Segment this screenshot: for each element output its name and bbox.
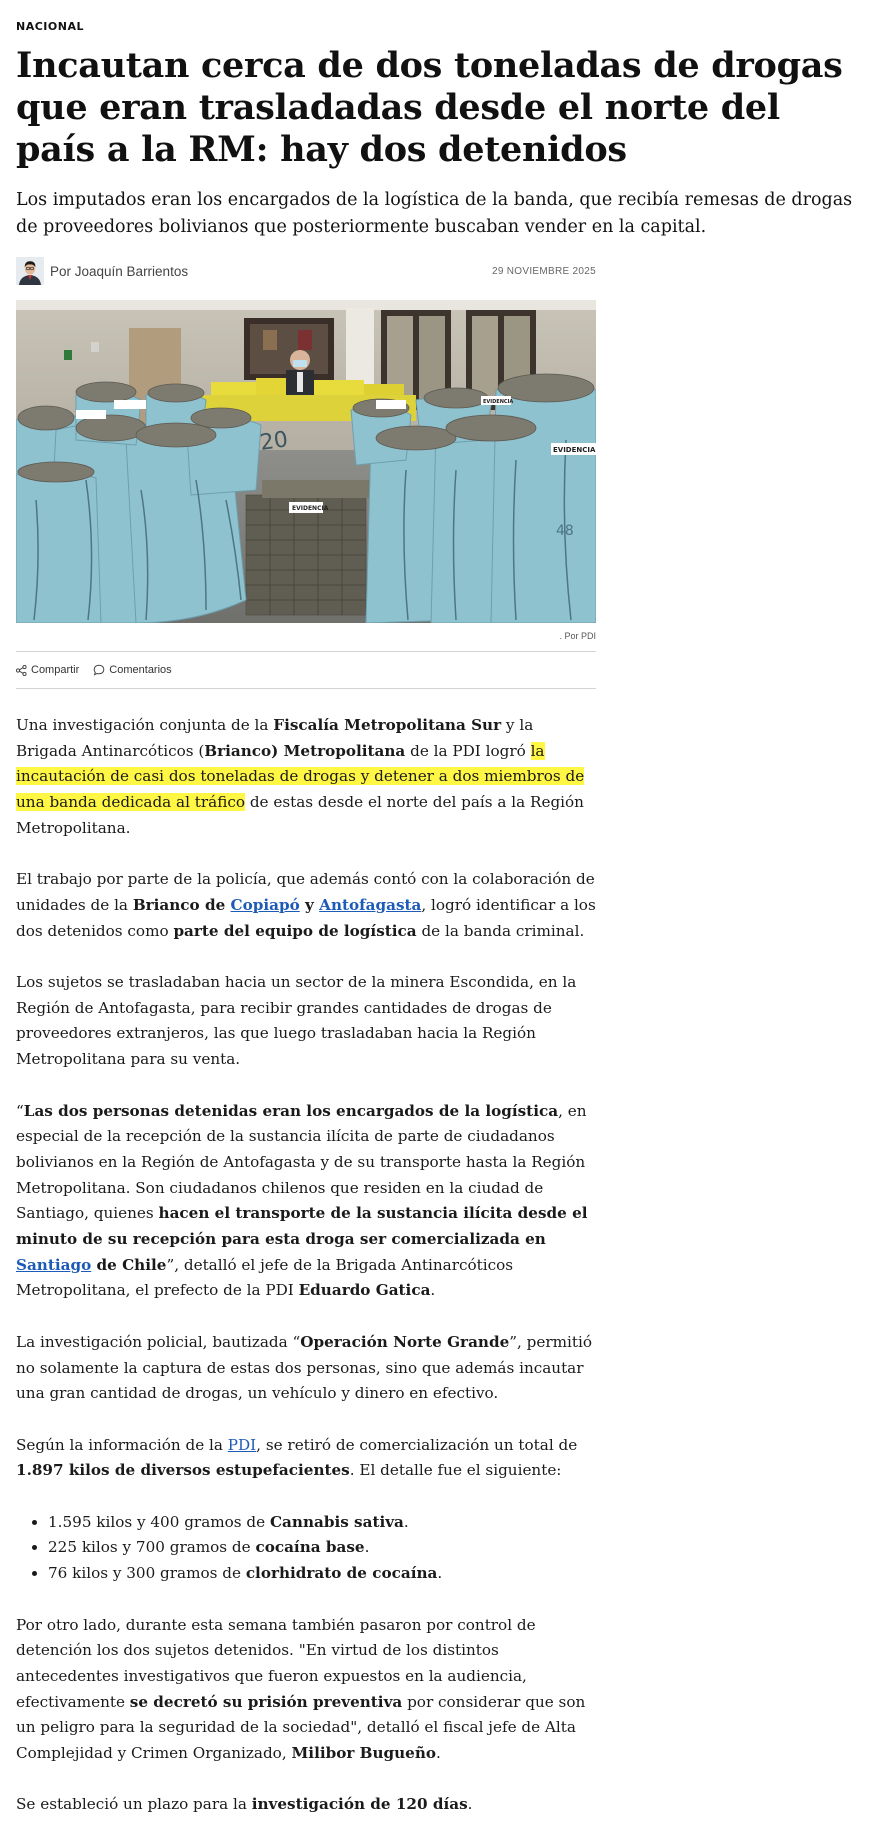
text: La investigación policial, bautizada “ [16,1332,301,1351]
text: , se retiró de comercialización un total de [256,1435,578,1454]
text: de la PDI logró [405,741,531,760]
share-bar [16,651,596,689]
svg-text:20: 20 [258,427,290,456]
bold-text: Brianco) Metropolitana [204,741,406,760]
dek: Los imputados eran los encargados de la logística de la banda, que recibía remesas de drogas de proveedores bolivianos que posteriormente buscaban vender en la capital. [16,190,853,237]
text: . [436,1744,441,1763]
byline [16,257,596,285]
svg-text:48: 48 [556,523,574,539]
text: Por otro lado, durante esta semana también pasaron por control de detención los dos sujetos detenidos. "En virtud de los distintos antecedentes investigativos que fueron expuestos en la audiencia, efectivamente [16,1615,536,1711]
list-item [48,1510,596,1536]
text: “ [16,1101,24,1120]
publish-date: 29 NOVIEMBRE 2025 [491,265,596,277]
text: Se estableció un plazo para la [16,1795,252,1814]
share-label: Compartir [31,664,80,676]
bold-text: 1.897 kilos de diversos estupefacientes [16,1461,350,1480]
paragraph [16,867,596,944]
list-item [48,1535,596,1561]
photo-credit: . Por PDI [559,631,596,641]
evidence-label: EVIDENCIA [292,505,329,512]
text: 225 kilos y 700 gramos de [48,1538,256,1557]
text: . [467,1795,473,1814]
bold-text: de Chile [91,1255,167,1274]
headline: Incautan cerca de dos toneladas de drogas que eran trasladadas desde el norte del país a la RM: hay dos detenidos [16,45,843,170]
paragraph [16,1330,596,1407]
link-pdi[interactable]: PDI [227,1435,257,1454]
comments-button[interactable] [93,664,171,676]
section-label[interactable]: NACIONAL [16,20,84,33]
article-photo[interactable] [16,300,596,623]
bold-text: Operación Norte Grande [300,1332,510,1351]
paragraph [16,1433,596,1484]
text: . [437,1564,443,1583]
text: , logró identificar a los dos detenidos como [16,895,596,940]
paragraph [16,1099,596,1305]
text: . [364,1538,370,1557]
text: . El detalle fue el siguiente: [349,1461,562,1480]
link-antofagasta[interactable]: Antofagasta [319,895,422,914]
bold-text: Fiscalía Metropolitana Sur [273,716,502,734]
bold-text: hacen el transporte de la sustancia ilícita desde el minuto de su recepción para esta droga ser comercializada en [16,1204,588,1249]
seized-drugs-photo [16,300,596,623]
highlighted-text: la incautación de casi dos toneladas de drogas y detener a dos miembros de una banda dedicada al tráfico [16,741,585,812]
text: de la banda criminal. [416,921,585,940]
author-portrait [16,257,44,285]
text: El trabajo por parte de la policía, que además contó con la colaboración de unidades de la [16,870,595,914]
link-copiapo[interactable]: Copiapó [230,895,300,914]
drug-list [16,1510,596,1587]
article-body [16,713,596,1818]
bold-text: Milibor Bugueño [291,1744,437,1763]
comments-label: Comentarios [109,664,172,676]
text: por considerar que son un peligro para la seguridad de la sociedad", detalló el fiscal jefe de Alta Complejidad y Crimen Organizado, [16,1692,586,1763]
bold-text: Las dos personas detenidas eran los encargados de la logística [23,1101,559,1120]
text: . [403,1512,409,1531]
text: ”, detalló el jefe de la Brigada Antinarcóticos Metropolitana, el prefecto de la PDI [16,1255,514,1300]
author-name[interactable]: Por Joaquín Barrientos [50,263,189,279]
bold-text: parte del equipo de logística [173,921,417,940]
evidence-label: EVIDENCIA [553,446,596,454]
bold-text: cocaína base [255,1538,365,1557]
comment-icon [93,664,105,676]
bold-text: y [299,895,320,914]
bold-text: investigación de 120 días [251,1795,468,1814]
text: ”, permitió no solamente la captura de estas dos personas, sino que además incautar una gran cantidad de drogas, un vehículo y dinero en efectivo. [16,1332,592,1403]
bold-text: Eduardo Gatica [298,1281,431,1300]
list-item [48,1561,596,1587]
bold-text: clorhidrato de cocaína [245,1564,438,1583]
share-button[interactable] [16,664,79,676]
article-page [16,0,862,1844]
bold-text: Cannabis sativa [269,1512,404,1531]
text: . [430,1281,436,1300]
share-icon [16,665,27,676]
text: , en especial de la recepción de la sustancia ilícita de parte de ciudadanos bolivianos en la Región de Antofagasta y de su transporte hasta la Región Metropolitana. Son ciudadanos chilenos que residen en la ciudad de Santiago, quienes [16,1101,587,1223]
bold-text: Brianco de [132,895,231,914]
text: y la Brigada Antinarcóticos ( [16,716,534,760]
author-avatar[interactable] [16,257,44,285]
paragraph: Los sujetos se trasladaban hacia un sector de la minera Escondida, en la Región de Antofagasta, para recibir grandes cantidades de drogas de proveedores extranjeros, las que luego trasladaban hacia la Región Metropolitana para su venta. [16,973,577,1069]
text: 1.595 kilos y 400 gramos de [48,1512,270,1531]
text: 76 kilos y 300 gramos de [48,1564,246,1583]
evidence-label: EVIDENCIA [483,399,514,405]
paragraph [16,1792,596,1818]
paragraph [16,713,596,842]
link-santiago[interactable]: Santiago [16,1255,92,1274]
text: Una investigación conjunta de la [16,716,274,734]
text: de estas desde el norte del país a la Región Metropolitana. [16,793,584,837]
bold-text: se decretó su prisión preventiva [129,1692,403,1711]
text: Según la información de la [16,1435,228,1454]
